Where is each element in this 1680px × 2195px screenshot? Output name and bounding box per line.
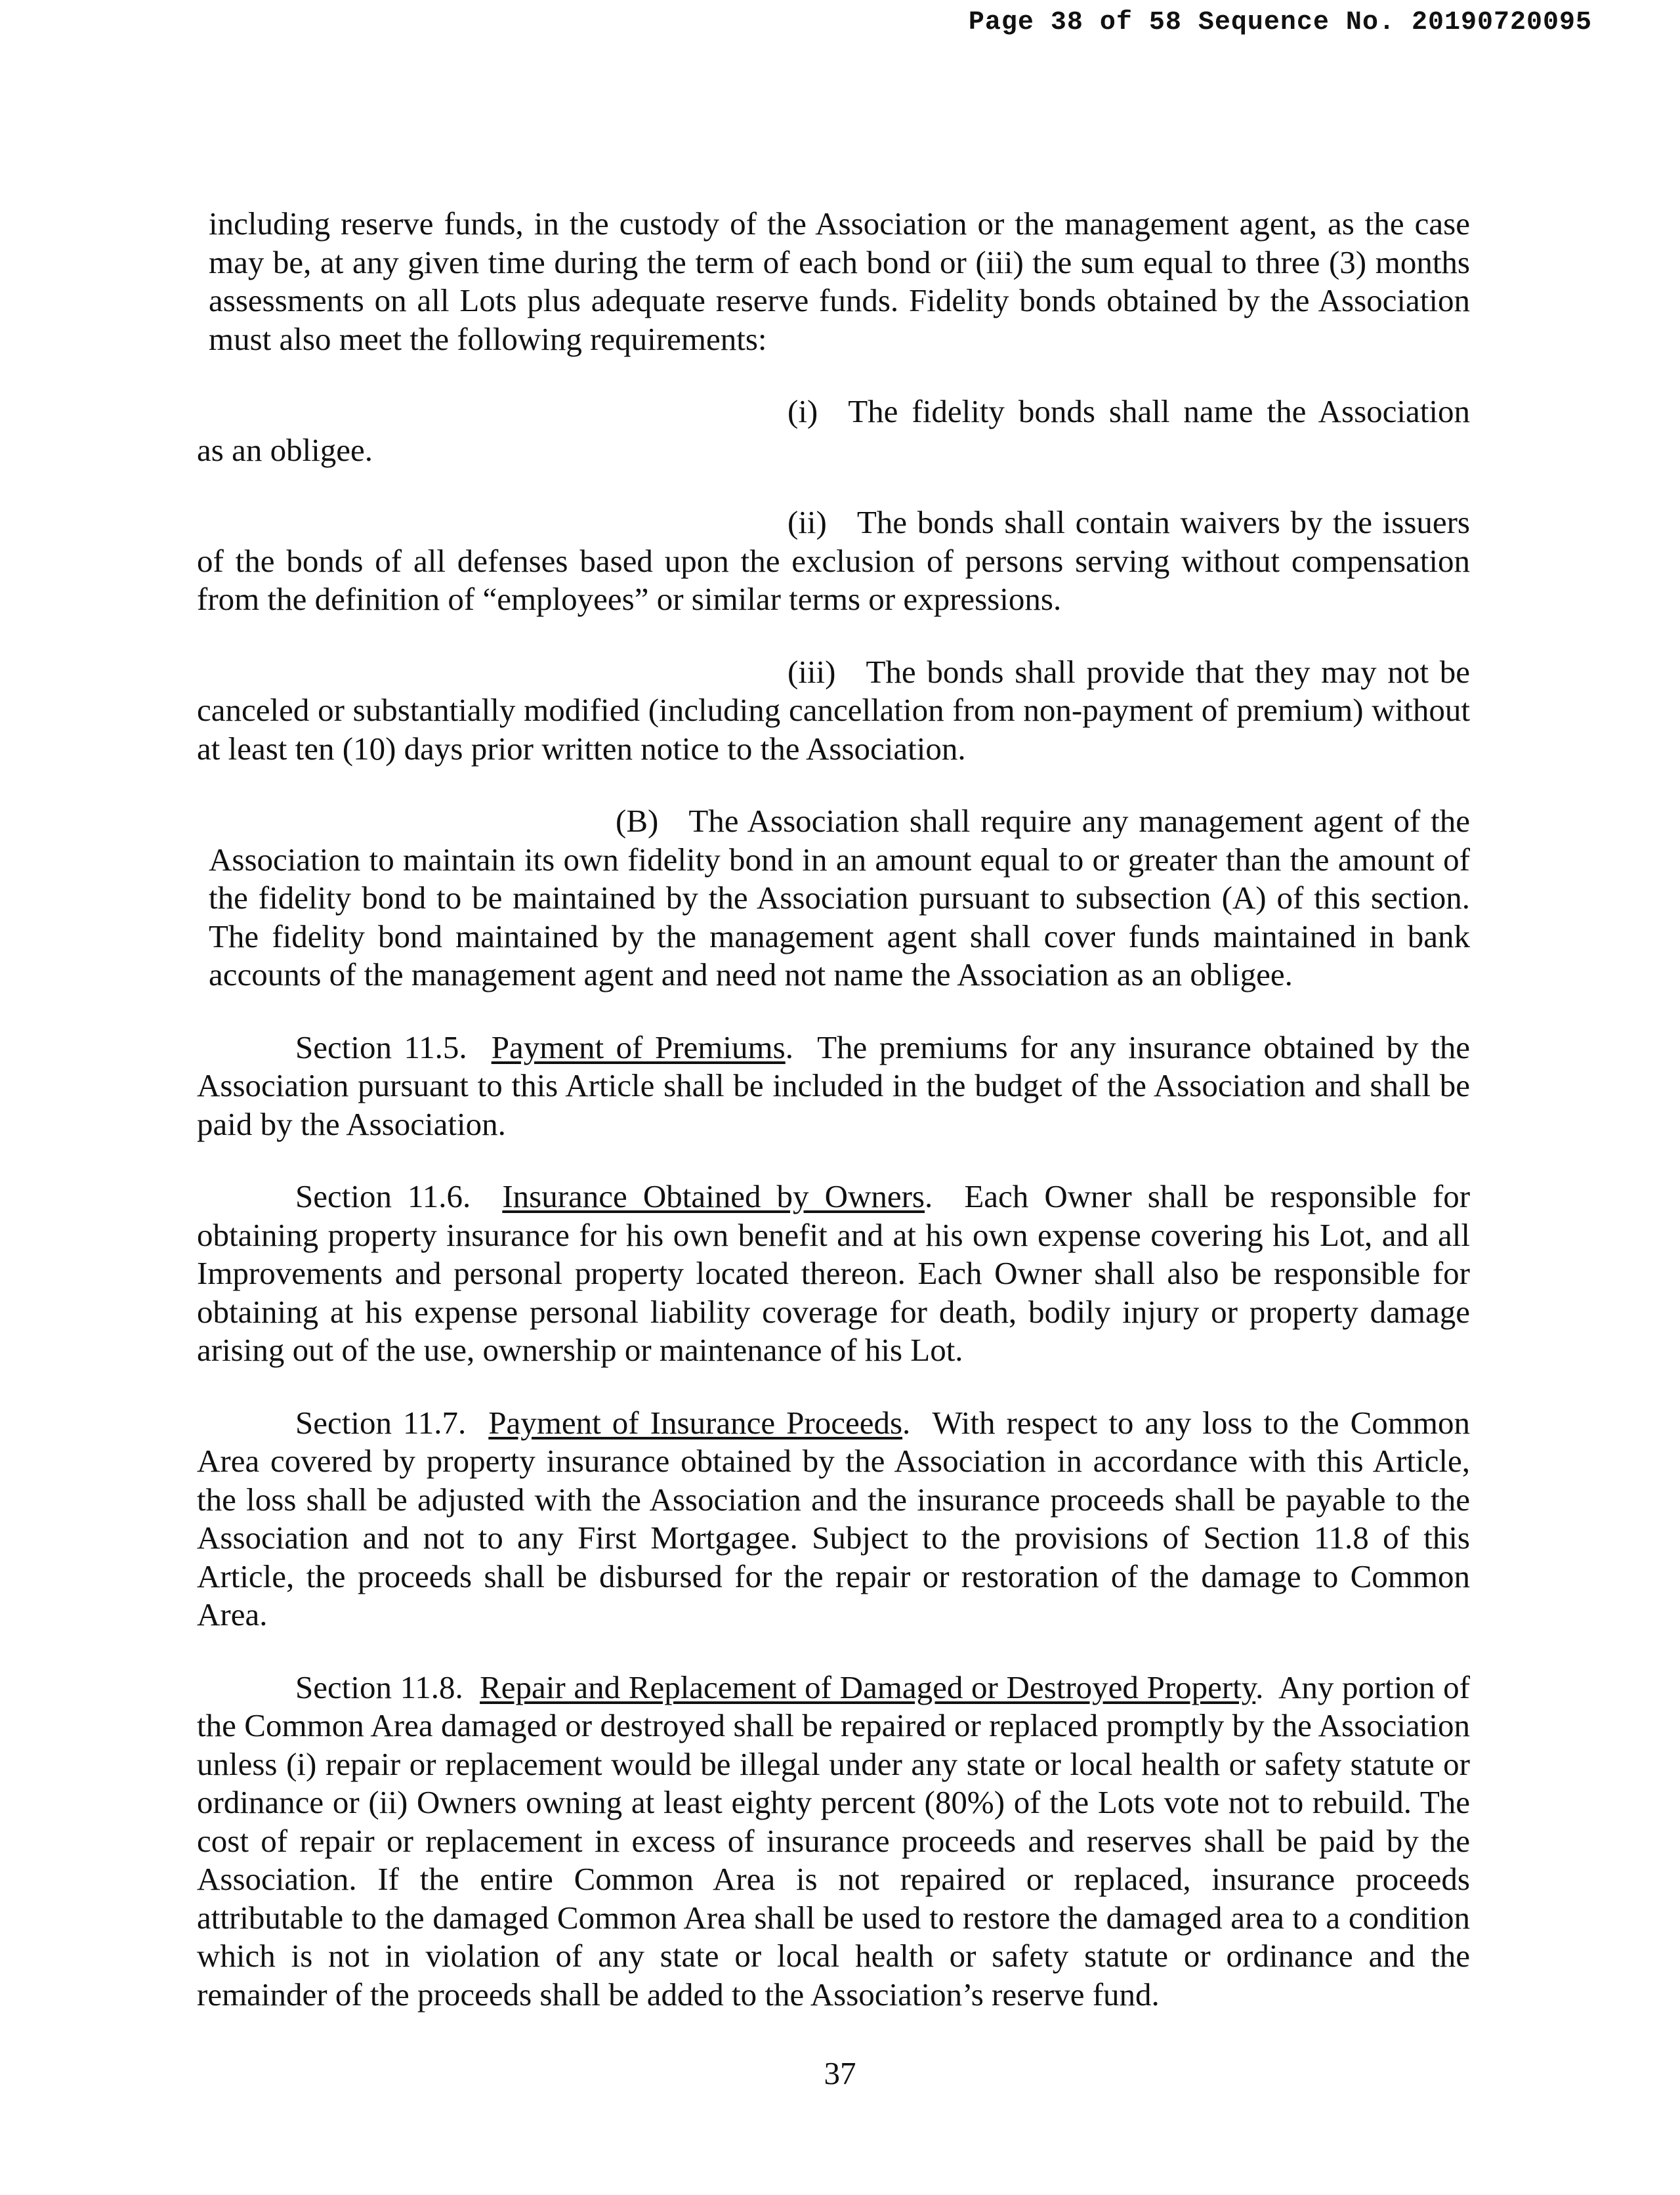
paragraph-item-ii [197,503,1470,619]
section-11-7-body: With respect to any loss to the Common Area covered by property insurance obtained by the Association in accordance with this Article, the loss shall be adjusted with the Association and the insurance proceeds shall be payable to the Association and not to any First Mortgagee. Subject to the provisions of Section 11.8 of this Article, the proceeds shall be disbursed for the repair or restoration of the damage to Common Area. [197,1404,1470,1632]
section-11-5-body: The premiums for any insurance obtained by the Association pursuant to this Article shall be included in the budget of the Association and shall be paid by the Association. [197,1029,1470,1142]
paragraph-item-i [197,393,1470,469]
item-iii-text: The bonds shall provide that they may not be canceled or substantially modified (including cancellation from non-payment of premium) without at least ten (10) days prior written notice to the Association. [197,653,1470,767]
item-ii-text: The bonds shall contain waivers by the issuers of the bonds of all defenses based upon the exclusion of persons serving without compensation from the definition of “employees” or similar terms or expressions. [197,504,1470,617]
paragraph-item-B [209,802,1470,994]
item-B-label: (B) [616,803,659,839]
section-11-5-title: Payment of Premiums [491,1029,786,1065]
paragraph-intro-text: including reserve funds, in the custody of the Association or the management agent, as the case may be, at any given time during the term of each bond or (iii) the sum equal to three (3) months assessments on all Lots plus adequate reserve funds. Fidelity bonds obtained by the Association must also meet the following requirements: [209,205,1470,357]
section-11-7: Section 11.7. Payment of Insurance Proceeds. With respect to any loss to the Common Area covered by property insurance obtained by the Association in accordance with this Article, the loss shall be adjusted with the Association and the insurance proceeds shall be payable to the Association and not to any First Mortgagee. Subject to the provisions of Section 11.8 of this Article, the proceeds shall be disbursed for the repair or restoration of the damage to Common Area. [197,1404,1470,1632]
section-11-6-title: Insurance Obtained by Owners [502,1178,925,1214]
section-11-8-title: Repair and Replacement of Damaged or Destroyed Property [480,1669,1256,1705]
section-11-7-title: Payment of Insurance Proceeds [488,1404,903,1441]
page-number: 37 [824,2055,856,2091]
section-11-6-body: Each Owner shall be responsible for obtaining property insurance for his own benefit and at his own expense covering his Lot, and all Improvements and personal property located thereon. Each Owner shall also be responsible for obtaining at his expense personal liability coverage for death, bodily injury or property damage arising out of the use, ownership or maintenance of his Lot. [197,1178,1471,1368]
section-11-8-number: Section 11.8. [295,1669,463,1705]
section-11-6: Section 11.6. Insurance Obtained by Owners. Each Owner shall be responsible for obtaining property insurance for his own benefit and at his own expense covering his Lot, and all Improvements and personal property located thereon. Each Owner shall also be responsible for obtaining at his expense personal liability coverage for death, bodily injury or property damage arising out of the use, ownership or maintenance of his Lot. [197,1178,1471,1368]
section-11-6-number: Section 11.6. [295,1178,471,1214]
item-B-text: The Association shall require any management agent of the Association to maintain its own fidelity bond in an amount equal to or greater than the amount of the fidelity bond to be maintained by the Association pursuant to subsection (A) of this section. The fidelity bond maintained by the management agent shall cover funds maintained in bank accounts of the management agent and need not name the Association as an obligee. [209,803,1470,992]
section-11-5-number: Section 11.5. [295,1029,467,1065]
page-sequence-header: Page 38 of 58 Sequence No. 20190720095 [968,8,1592,37]
item-i-label: (i) [788,393,818,429]
section-11-7-number: Section 11.7. [295,1404,467,1441]
item-ii-label: (ii) [788,504,827,540]
section-11-8: Section 11.8. Repair and Replacement of Damaged or Destroyed Property. Any portion of the Common Area damaged or destroyed shall be repaired or replaced promptly by the Association unless (i) repair or replacement would be illegal under any state or local health or safety statute or ordinance or (ii) Owners owning at least eighty percent (80%) of the Lots vote not to rebuild. The cost of repair or replacement in excess of insurance proceeds and reserves shall be paid by the Association. If the entire Common Area is not repaired or replaced, insurance proceeds attributable to the damaged Common Area shall be used to restore the damaged area to a condition which is not in violation of any state or local health or safety statute or ordinance and the remainder of the proceeds shall be added to the Association’s reserve fund. [197,1669,1470,2013]
document-body [197,205,1470,2048]
item-iii-label: (iii) [788,653,836,690]
section-11-8-body: Any portion of the Common Area damaged or destroyed shall be repaired or replaced promptly by the Association unless (i) repair or replacement would be illegal under any state or local health or safety statute or ordinance or (ii) Owners owning at least eighty percent (80%) of the Lots vote not to rebuild. The cost of repair or replacement in excess of insurance proceeds and reserves shall be paid by the Association. If the entire Common Area is not repaired or replaced, insurance proceeds attributable to the damaged Common Area shall be used to restore the damaged area to a condition which is not in violation of any state or local health or safety statute or ordinance and the remainder of the proceeds shall be added to the Association’s reserve fund. [197,1669,1470,2013]
section-11-5: Section 11.5. Payment of Premiums. The premiums for any insurance obtained by the Association pursuant to this Article shall be included in the budget of the Association and shall be paid by the Association. [197,1029,1470,1142]
item-i-text: The fidelity bonds shall name the Association as an obligee. [197,393,1470,468]
paragraph-intro [209,205,1470,358]
paragraph-item-iii [197,653,1470,769]
